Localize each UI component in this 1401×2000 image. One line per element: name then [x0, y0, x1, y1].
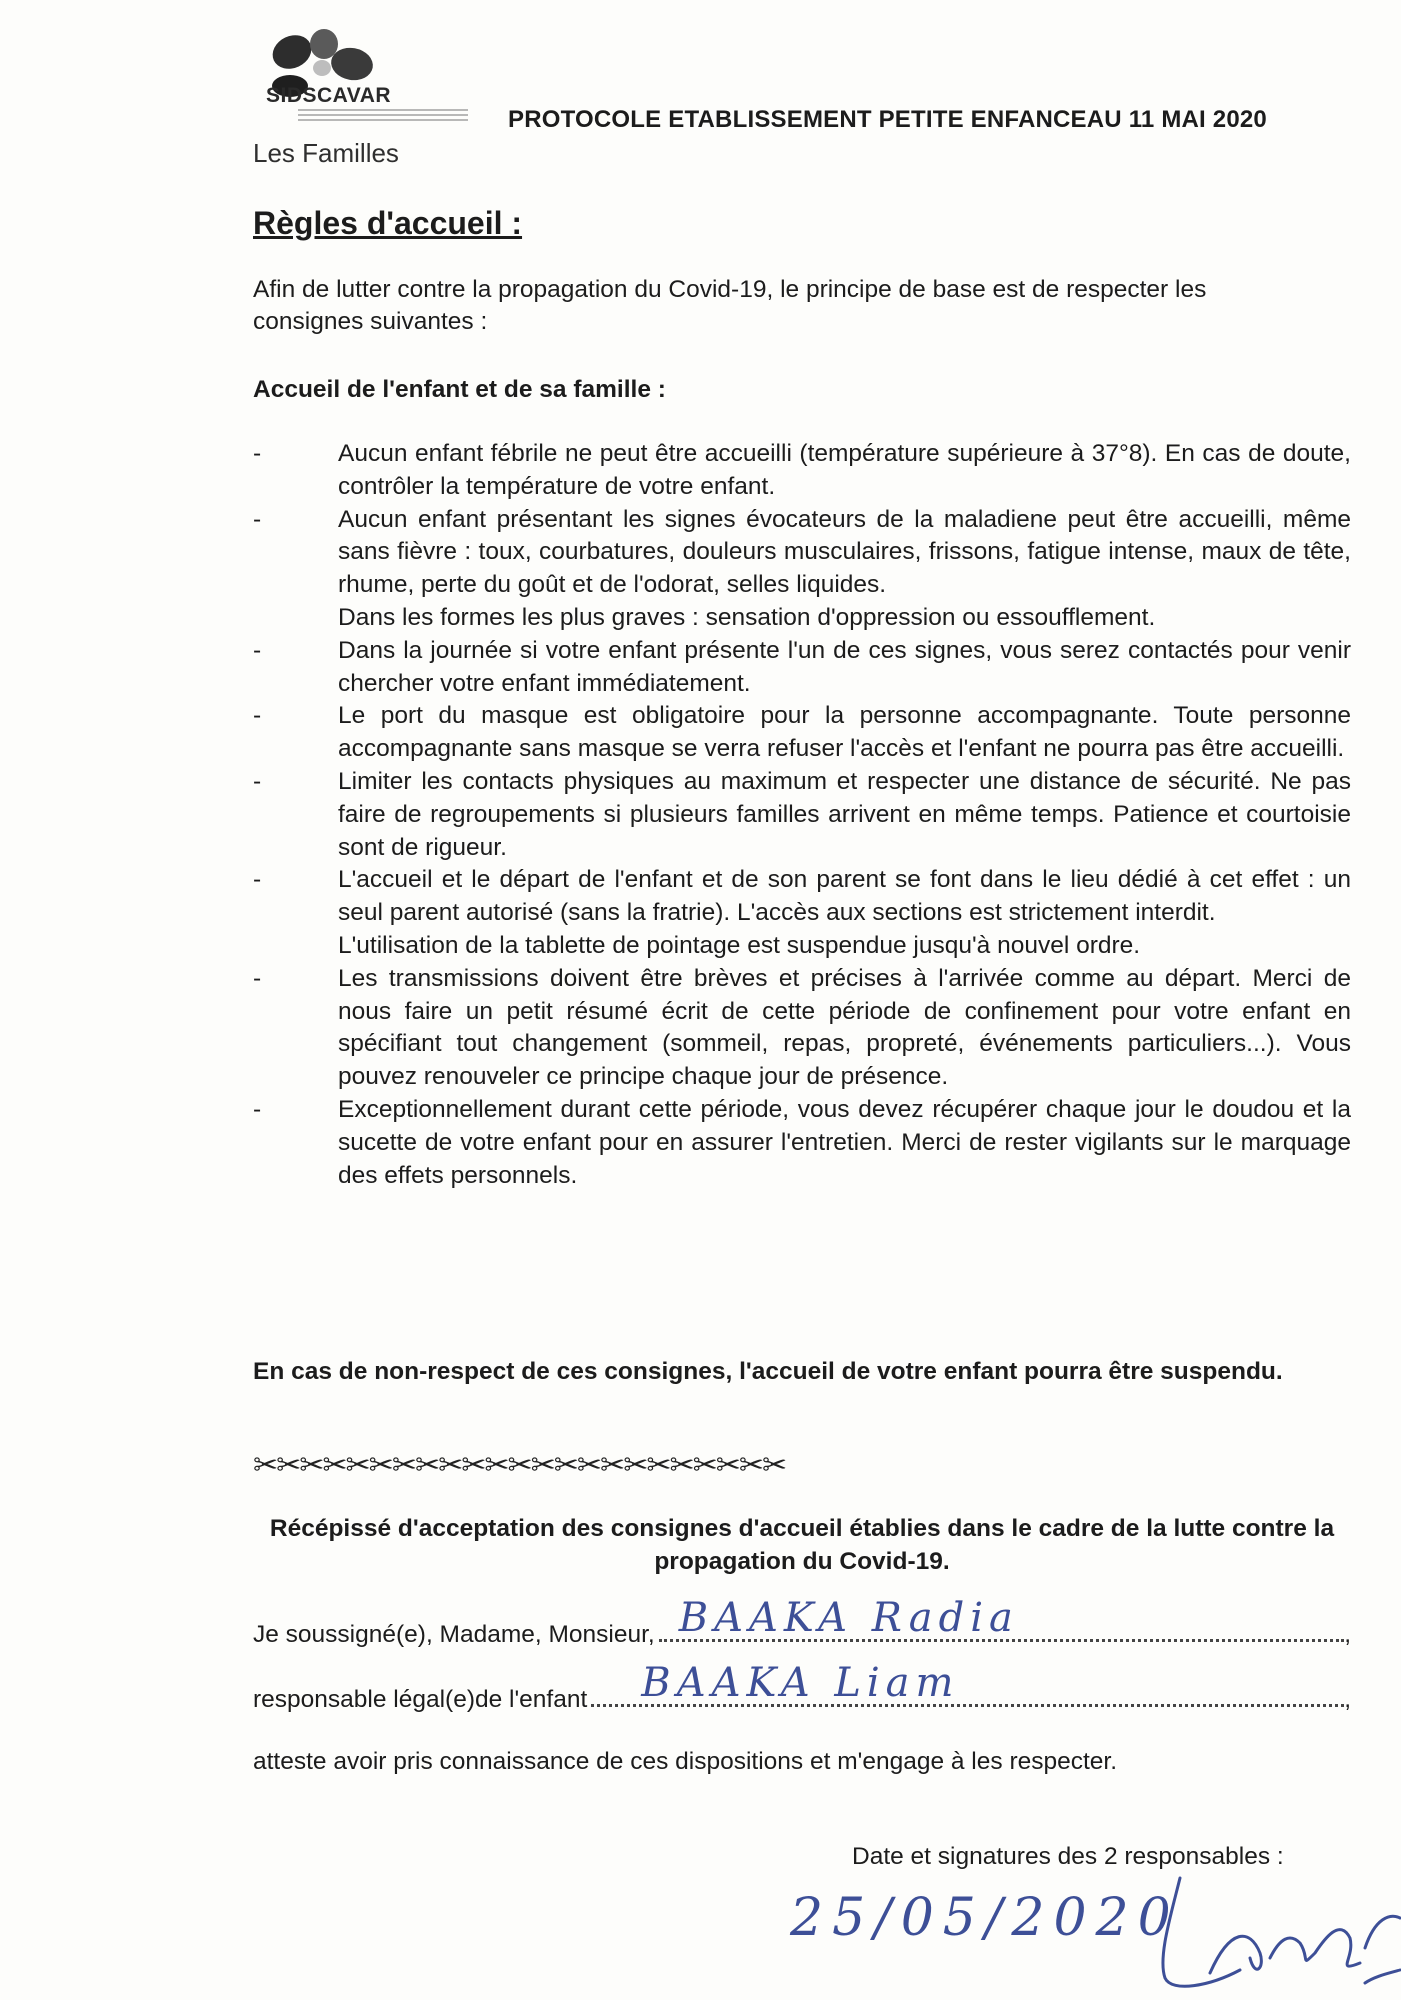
- attestation-text: atteste avoir pris connaissance de ces dispositions et m'engage à les respecter.: [253, 1748, 1118, 1775]
- date-signature-label: Date et signatures des 2 responsables :: [852, 1843, 1284, 1870]
- intro-paragraph: Afin de lutter contre la propagation du Covid-19, le principe de base est de respecter les consignes suivantes :: [253, 276, 1207, 335]
- field-end: ,: [1344, 1686, 1351, 1713]
- rule-text: Limiter les contacts physiques au maximum et respecter une distance de sécurité. Ne pas faire de regroupements si plusieurs familles arrivent en même temps. Patience et courtoisie sont de rigueur.: [338, 767, 1351, 861]
- signer-handwritten-name: BAAKA Radia: [678, 1595, 1019, 1641]
- rule-text: Le port du masque est obligatoire pour la personne accompagnante. Toute personne accompagnante sans masque se verra refuser l'accès et l'enfant ne pourra pas être accueilli.: [338, 702, 1351, 763]
- list-item: [253, 1094, 1351, 1192]
- logo-tagline: [298, 109, 468, 123]
- rule-extra-text: Dans les formes les plus graves : sensation d'oppression ou essoufflement.: [338, 603, 1156, 631]
- list-item: [253, 635, 1351, 701]
- handwritten-date: 25/05/2020: [790, 1888, 1180, 1948]
- bullet-marker: -: [253, 964, 262, 992]
- child-dotted-line: [591, 1660, 1344, 1707]
- child-label: responsable légal(e)de l'enfant: [253, 1686, 588, 1713]
- signer-dotted-line: [659, 1595, 1344, 1642]
- bullet-marker: -: [253, 767, 262, 795]
- bullet-marker: -: [253, 702, 262, 730]
- list-item: [253, 963, 1351, 1094]
- warning-text: En cas de non-respect de ces consignes, l'accueil de votre enfant pourra être suspendu.: [253, 1358, 1283, 1385]
- rule-text: Dans la journée si votre enfant présente l'un de ces signes, vous serez contactés pour venir chercher votre enfant immédiatement.: [338, 636, 1351, 697]
- bullet-marker: -: [253, 866, 262, 894]
- bullet-marker: -: [253, 440, 262, 467]
- list-item: [253, 504, 1351, 635]
- child-name-field: [253, 1660, 1351, 1714]
- rule-extra-text: L'utilisation de la tablette de pointage est suspendue jusqu'à nouvel ordre.: [338, 931, 1141, 959]
- list-item: [253, 766, 1351, 864]
- logo-text: SIDSCAVAR: [266, 84, 392, 107]
- list-item: [253, 700, 1351, 766]
- list-item: [253, 438, 1351, 504]
- rule-text: Les transmissions doivent être brèves et précises à l'arrivée comme au départ. Merci de nous faire un petit résumé écrit de cette période de confinement pour votre enfant en spécifiant tout changement (sommeil, repas, propreté, événements particuliers...). Vous pouvez renouveler ce principe chaque jour de présence.: [338, 964, 1351, 1091]
- signer-label: Je soussigné(e), Madame, Monsieur,: [253, 1621, 655, 1648]
- field-end: ,: [1344, 1621, 1351, 1648]
- document-title: PROTOCOLE ETABLISSEMENT PETITE ENFANCEAU 11 MAI 2020: [508, 106, 1267, 133]
- audience-label: Les Familles: [253, 138, 399, 168]
- rule-text: Aucun enfant fébrile ne peut être accueilli (température supérieure à 37°8). En cas de doute, contrôler la température de votre enfant.: [338, 440, 1351, 500]
- rule-text: L'accueil et le départ de l'enfant et de son parent se font dans le lieu dédié à cet effet : un seul parent autorisé (sans la fratrie). L'accès aux sections est strictement interdit.: [338, 866, 1351, 927]
- rule-text: Aucun enfant présentant les signes évocateurs de la maladiene peut être accueilli, même sans fièvre : toux, courbatures, douleurs musculaires, frissons, fatigue intense, maux de tête, rhume, perte du goût et de l'odorat, selles liquides.: [338, 505, 1351, 599]
- subheading: Accueil de l'enfant et de sa famille :: [253, 376, 666, 403]
- organization-logo: [262, 28, 472, 136]
- receipt-title: Récépissé d'acceptation des consignes d'accueil établies dans le cadre de la lutte contre la propagation du Covid-19.: [269, 1515, 1335, 1575]
- rule-text: Exceptionnellement durant cette période, vous devez récupérer chaque jour le doudou et la sucette de votre enfant pour en assurer l'entretien. Merci de rester vigilants sur le marquage des effets personnels.: [338, 1095, 1351, 1189]
- bullet-marker: -: [253, 505, 262, 533]
- bullet-marker: -: [253, 636, 262, 664]
- child-handwritten-name: BAAKA Liam: [641, 1660, 960, 1706]
- bullet-marker: -: [253, 1095, 262, 1123]
- cut-line-scissors-icon: ✂✂✂✂✂✂✂✂✂✂✂✂✂✂✂✂✂✂✂✂✂✂✂: [253, 1449, 786, 1482]
- rules-list: [253, 438, 1351, 1192]
- section-title: Règles d'accueil :: [253, 205, 523, 241]
- signer-name-field: [253, 1595, 1351, 1649]
- list-item: [253, 864, 1351, 962]
- handwritten-signature: [1150, 1858, 1401, 2000]
